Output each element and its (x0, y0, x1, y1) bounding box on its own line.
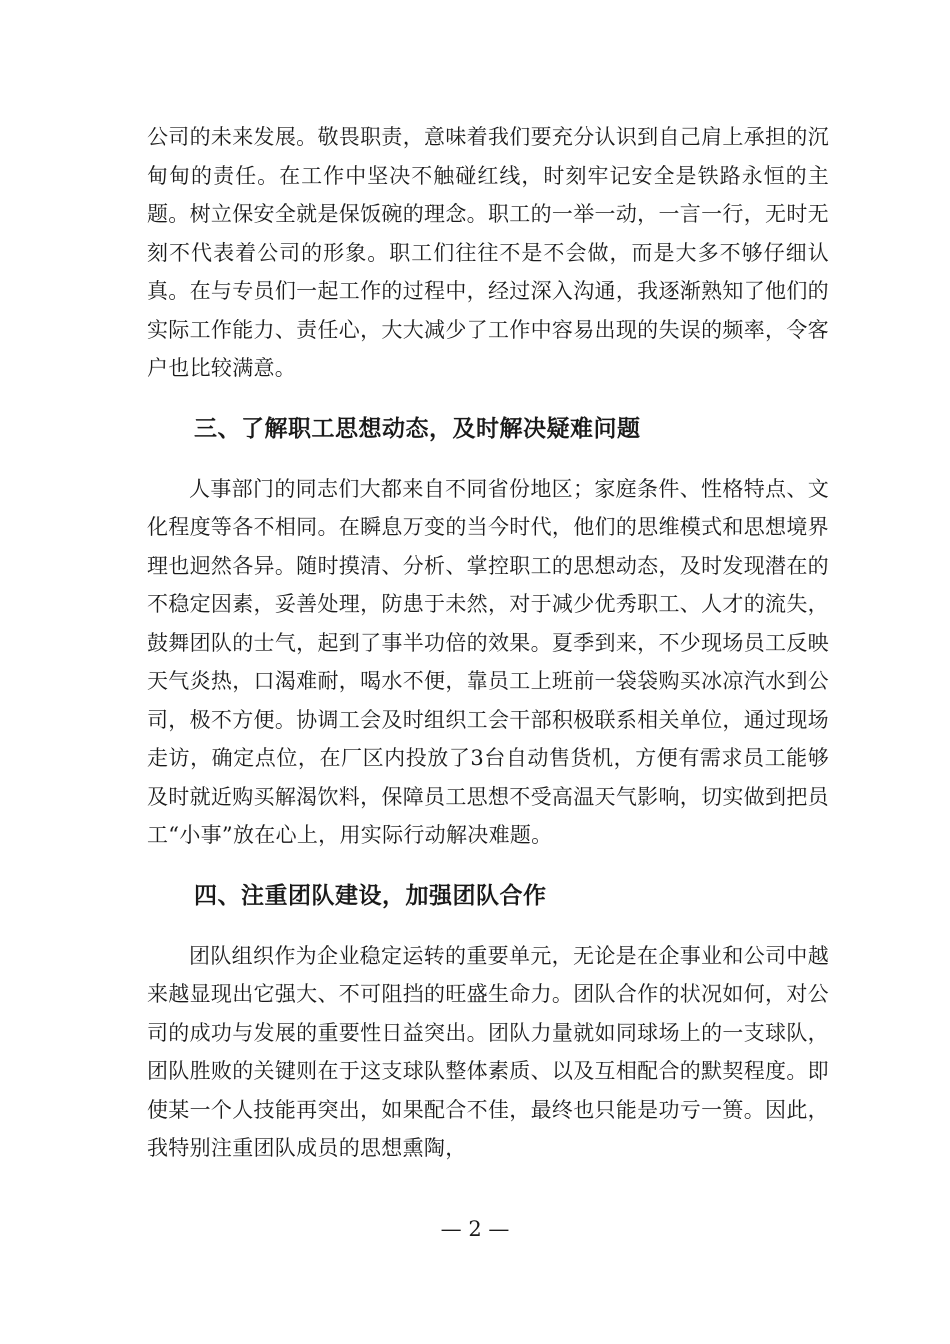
document-body (147, 118, 829, 1168)
paragraph-section-3: 人事部门的同志们大都来自不同省份地区；家庭条件、性格特点、文化程度等各不相同。在瞬息万变的当今时代，他们的思维模式和思想境界理也迥然各异。随时摸清、分析、掌控职工的思想动态，及时发现潜在的不稳定因素，妥善处理，防患于未然，对于减少优秀职工、人才的流失，鼓舞团队的士气，起到了事半功倍的效果。夏季到来，不少现场员工反映天气炎热，口渴难耐，喝水不便，靠员工上班前一袋袋购买冰凉汽水到公司，极不方便。协调工会及时组织工会干部积极联系相关单位，通过现场走访，确定点位，在厂区内投放了3台自动售货机，方便有需求员工能够及时就近购买解渴饮料，保障员工思想不受高温天气影响，切实做到把员工“小事”放在心上，用实际行动解决难题。 (147, 476, 829, 847)
paragraph-continued: 公司的未来发展。敬畏职责，意味着我们要充分认识到自己肩上承担的沉甸甸的责任。在工作中坚决不触碰红线，时刻牢记安全是铁路永恒的主题。树立保安全就是保饭碗的理念。职工的一举一动，一言一行，无时无刻不代表着公司的形象。职工们往往不是不会做，而是大多不够仔细认真。在与专员们一起工作的过程中，经过深入沟通，我逐渐熟知了他们的实际工作能力、责任心，大大减少了工作中容易出现的失误的频率，令客户也比较满意。 (147, 125, 829, 380)
section-heading-4: 四、注重团队建设，加强团队合作 (194, 882, 547, 909)
page-number: — 2 — (440, 1217, 510, 1241)
paragraph-section-4: 团队组织作为企业稳定运转的重要单元，无论是在企事业和公司中越来越显现出它强大、不可阻挡的旺盛生命力。团队合作的状况如何，对公司的成功与发展的重要性日益突出。团队力量就如同球场上的一支球队，团队胜败的关键则在于这支球队整体素质、以及互相配合的默契程度。即使某一个人技能再突出，如果配合不佳，最终也只能是功亏一篑。因此，我特别注重团队成员的思想熏陶， (147, 943, 829, 1160)
section-heading-3: 三、了解职工思想动态，及时解决疑难问题 (194, 415, 641, 442)
